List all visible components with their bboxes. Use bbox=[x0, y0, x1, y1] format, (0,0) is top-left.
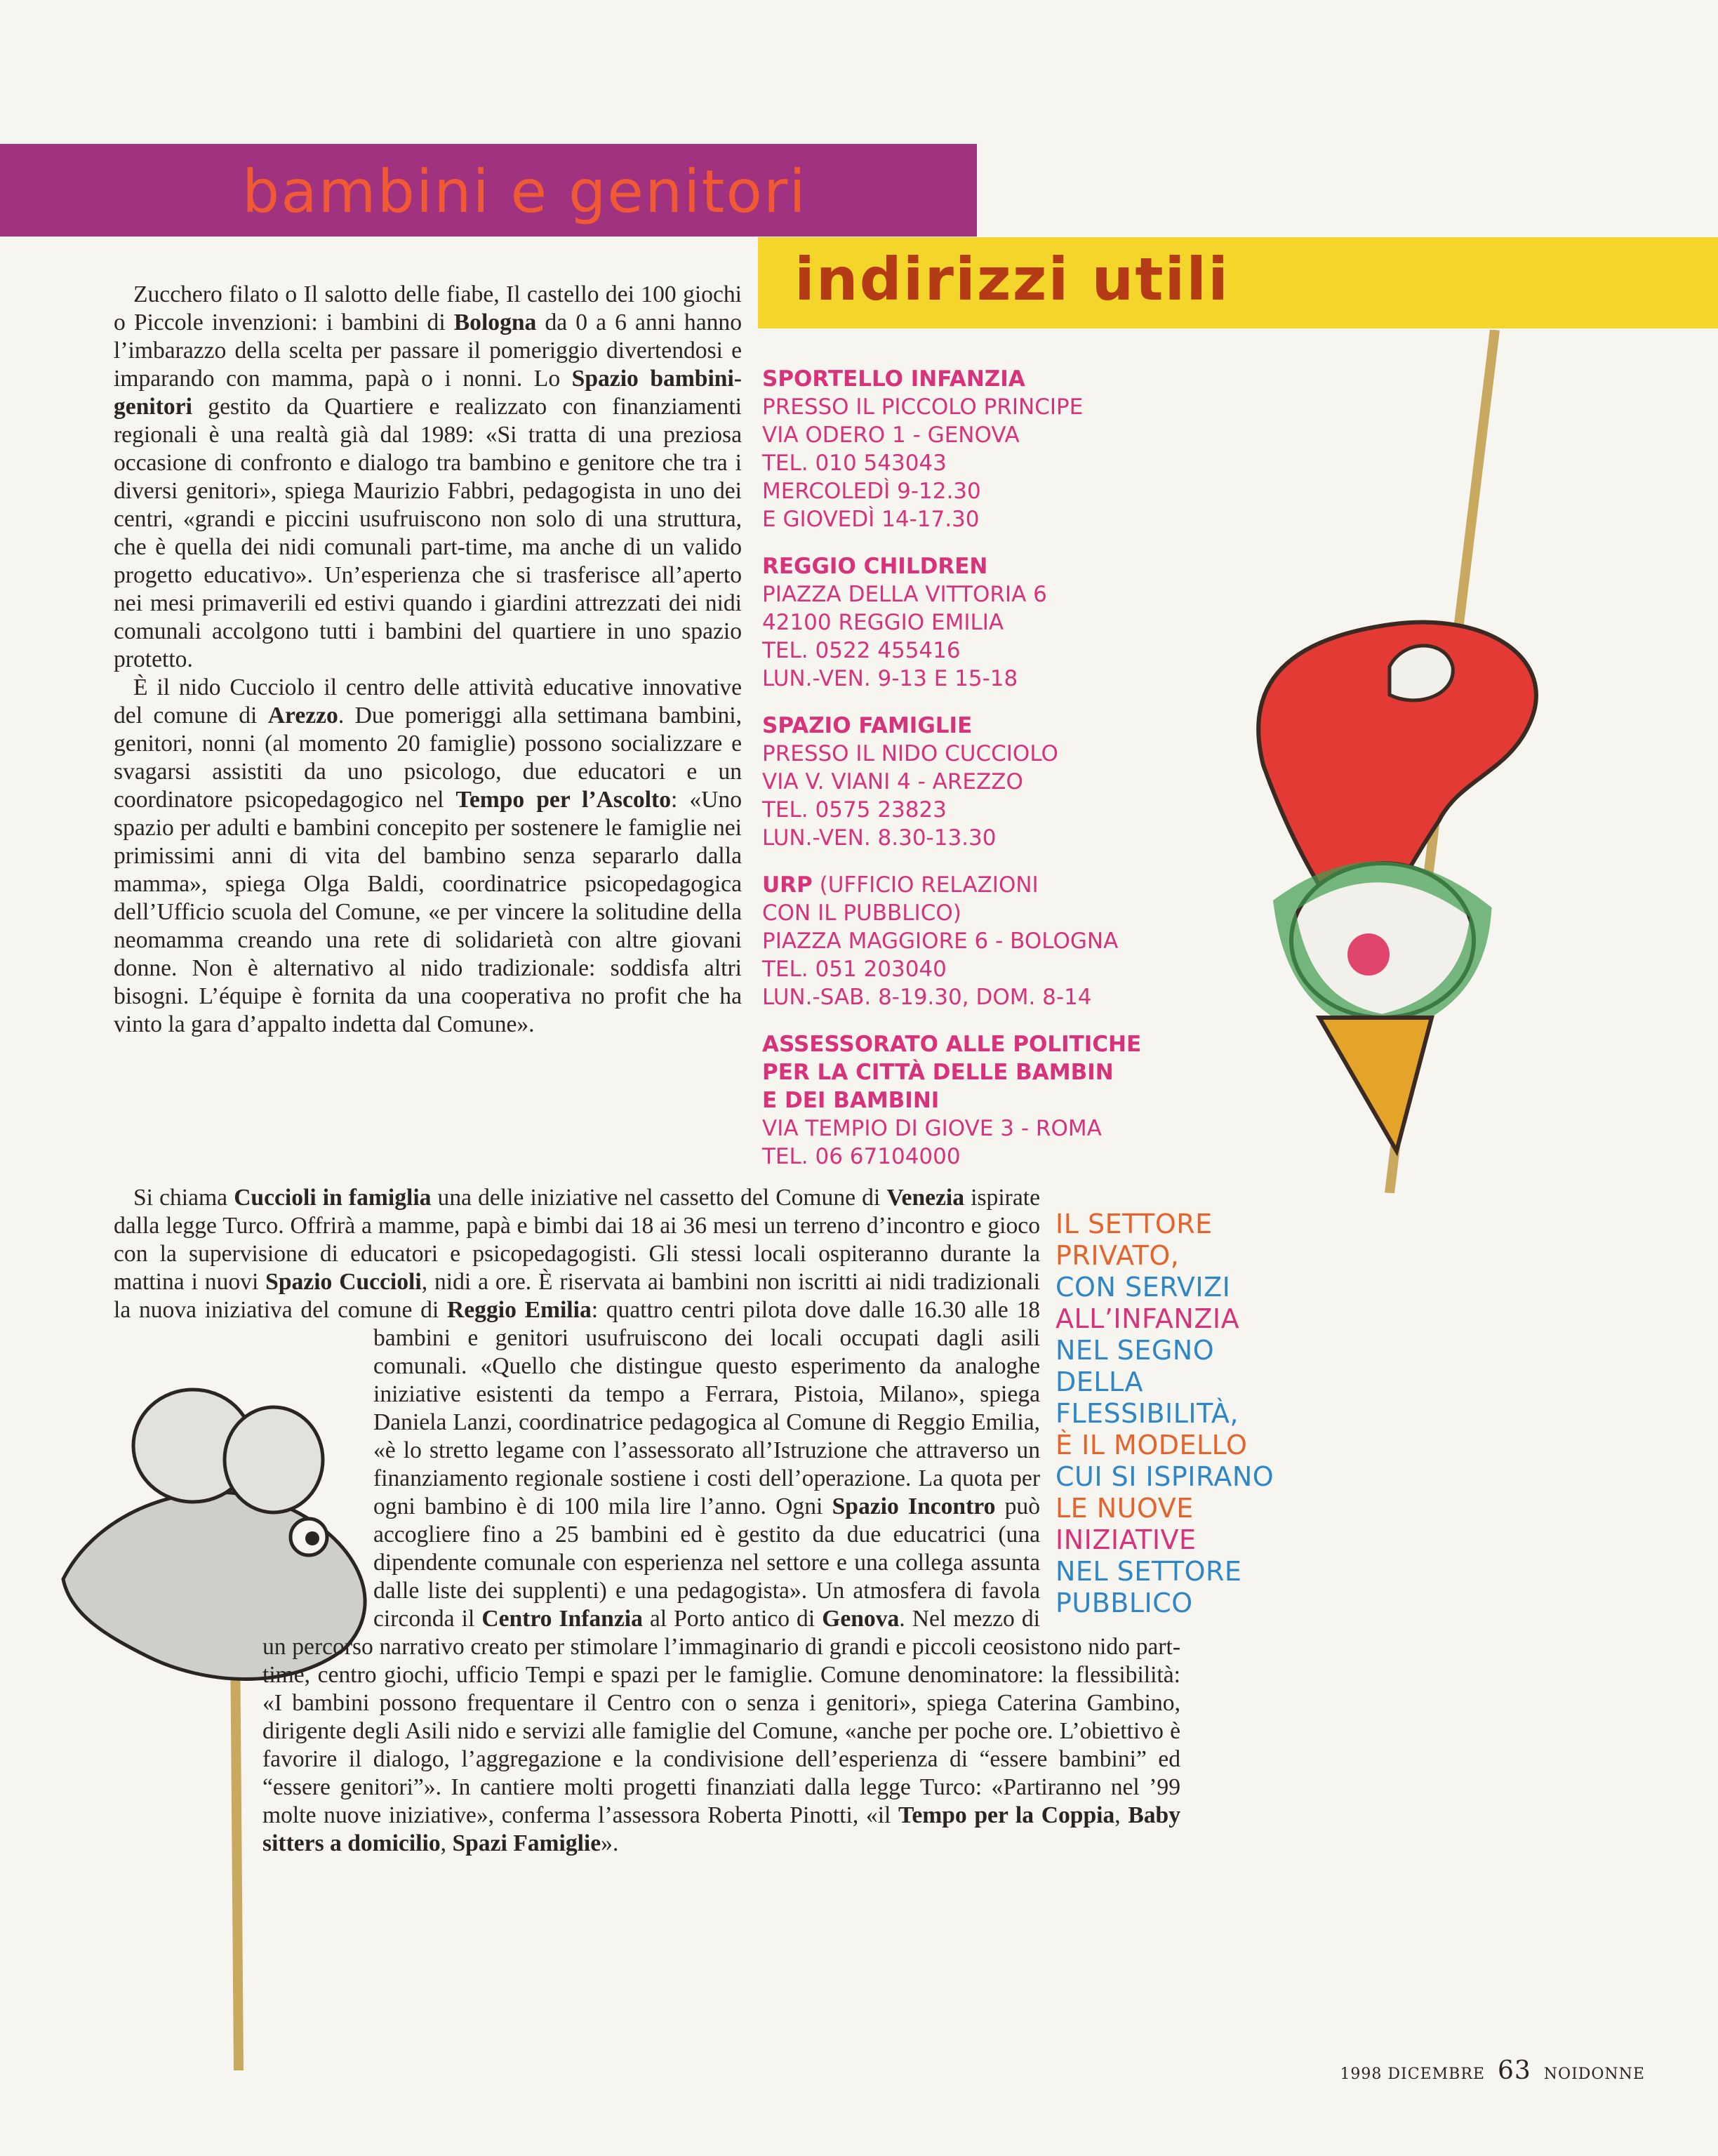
pull-quote-line: PUBBLICO bbox=[1056, 1588, 1193, 1618]
pull-quote-line: CUI SI ISPIRANO bbox=[1056, 1461, 1274, 1492]
pull-quote bbox=[1056, 1209, 1350, 1619]
address-name: PER LA CITTÀ DELLE BAMBIN bbox=[762, 1060, 1114, 1085]
address-name: SPORTELLO INFANZIA bbox=[762, 366, 1025, 392]
address-line: TEL. 0522 455416 bbox=[762, 638, 961, 663]
puppet-hat-icon bbox=[1319, 1018, 1432, 1151]
address-line: TEL. 051 203040 bbox=[762, 957, 947, 982]
address-line: 42100 REGGIO EMILIA bbox=[762, 610, 1004, 635]
address-line: PIAZZA MAGGIORE 6 - BOLOGNA bbox=[762, 929, 1119, 954]
address-block bbox=[762, 712, 1267, 852]
section-header-band bbox=[0, 144, 977, 237]
emphasis-text: Spazi Famiglie bbox=[452, 1830, 601, 1856]
emphasis-text: Reggio Emilia bbox=[447, 1297, 592, 1323]
emphasis-text: Spazio bambini-genitori bbox=[114, 366, 742, 420]
address-line: PRESSO IL NIDO CUCCIOLO bbox=[762, 741, 1058, 766]
pull-quote-line: FLESSIBILITÀ, bbox=[1056, 1398, 1239, 1429]
emphasis-text: Spazio Incontro bbox=[832, 1493, 996, 1519]
pull-quote-line: PRIVATO, bbox=[1056, 1240, 1180, 1271]
mouse-exclusion-stick bbox=[114, 1633, 262, 1928]
pull-quote-line: CON SERVIZI bbox=[1056, 1272, 1231, 1303]
address-line: LUN.-VEN. 8.30-13.30 bbox=[762, 825, 997, 851]
address-line: PIAZZA DELLA VITTORIA 6 bbox=[762, 582, 1047, 607]
address-line: VIA TEMPIO DI GIOVE 3 - ROMA bbox=[762, 1116, 1102, 1141]
emphasis-text: Arezzo bbox=[267, 703, 338, 728]
emphasis-text: Cuccioli in famiglia bbox=[234, 1185, 432, 1211]
addresses-list bbox=[762, 365, 1267, 1190]
page-number: 63 bbox=[1497, 2056, 1531, 2085]
address-line: MERCOLEDÌ 9-12.30 bbox=[762, 479, 981, 504]
pull-quote-line: IL SETTORE bbox=[1056, 1209, 1213, 1239]
addresses-title: indirizzi utili bbox=[794, 245, 1230, 314]
address-name: URP (UFFICIO RELAZIONI bbox=[762, 872, 1039, 898]
address-block bbox=[762, 552, 1267, 693]
pull-quote-line: LE NUOVE bbox=[1056, 1493, 1194, 1524]
pull-quote-line: INIZIATIVE bbox=[1056, 1524, 1197, 1555]
address-line: E GIOVEDÌ 14-17.30 bbox=[762, 507, 980, 532]
page-footer bbox=[1340, 2056, 1645, 2085]
magazine-name: NOIDONNE bbox=[1543, 2065, 1645, 2083]
addresses-header-band bbox=[758, 237, 1718, 328]
emphasis-text: Centro Infanzia bbox=[481, 1606, 643, 1632]
pull-quote-line: NEL SETTORE bbox=[1056, 1556, 1242, 1587]
address-line: TEL. 0575 23823 bbox=[762, 797, 947, 823]
article-paragraph-3-text: Si chiama Cuccioli in famiglia una delle iniziative nel cassetto del Comune di Venezia ispirate dalla legge Turco. Offrirà a mamme, papà e bimbi dai 18 ai 36 mesi un terreno d’incontro e gioco con la supervisione di educatori e psicopedagogisti. Gli stessi locali ospiteranno durante la mattina i nuovi Spazio Cuccioli, nidi a ore. È riservata ai bambini non iscritti ai nidi tradizionali la nuova iniziativa del comune di Reggio Emilia: quattro centri pilota dove dalle 16.30 alle 18 bambini e genitori usufruiscono dei locali occupati dagli asili comunali. «Quello che distingue questo esperimento da analoghe iniziative esistenti da tempo a Ferrara, Pistoia, Milano», spiega Daniela Lanzi, coordinatrice pedagogica al Comune di Reggio Emilia, «è lo stretto legame con l’assessorato all’Istruzione che attraverso un finanziamento regionale sostiene i costi dell’operazione. La quota per ogni bambino è di 100 mila lire l’anno. Ogni Spazio Incontro può accogliere fino a 25 bambini ed è gestito da due educatrici (una dipendente comunale con esperienza nel settore e una collega assunta dalle liste dei supplenti) e una pedagogista». Un atmosfera di favola circonda il Centro Infanzia al Porto antico di Genova. Nel mezzo di un percorso narrativo creato per stimolare l’immaginario di grandi e piccoli ceosistono nido part-time, centro giochi, ufficio Tempi e spazi per le famiglie. Comune denominatore: la flessibilità: «I bambini possono frequentare il Centro con o senza i genitori», spiega Caterina Gambino, dirigente degli Asili nido e servizi alle famiglie del Comune, «anche per poche ore. L’obiettivo è favorire il dialogo, l’aggregazione e la condivisione dell’esperienza di “essere bambini” ed “essere genitori”». In cantiere molti progetti finanziati dalla legge Turco: «Partiranno nel ’99 molte nuove iniziative», conferma l’assessora Roberta Pinotti, «il Tempo per la Coppia, Baby sitters a domicilio, Spazi Famiglie». bbox=[114, 1185, 1180, 1856]
emphasis-text: Genova bbox=[822, 1606, 900, 1632]
address-line: PRESSO IL PICCOLO PRINCIPE bbox=[762, 394, 1084, 420]
mouse-exclusion bbox=[114, 1324, 373, 1633]
pull-quote-line: DELLA bbox=[1056, 1366, 1143, 1397]
article-paragraph-1: Zucchero filato o Il salotto delle fiabe, Il castello dei 100 giochi o Piccole invenzioni: i bambini di Bologna da 0 a 6 anni hanno l’imbarazzo della scelta per passare il pomeriggio divertendosi e imparando con mamma, papà o i nonni. Lo Spazio bambini-genitori gestito da Quartiere e realizzato con finanziamenti regionali è una realtà già dal 1989: «Si tratta di una preziosa occasione di confronto e dialogo tra bambino e genitore che tra i diversi genitori», spiega Maurizio Fabbri, pedagogista in uno dei centri, «grandi e piccini usufruiscono non solo di una struttura, che è quella dei nidi comunali part-time, ma anche di un valido progetto educativo». Un’esperienza che si trasferisce all’aperto nei mesi primaverili ed estivi quando i giardini attrezzati dei nidi comunali accolgono tutti i bambini del quartiere in uno spazio protetto. bbox=[114, 281, 742, 672]
emphasis-text: Venezia bbox=[886, 1185, 965, 1211]
pull-quote-line: ALL’INFANZIA bbox=[1056, 1303, 1240, 1334]
emphasis-text: Spazio Cuccioli bbox=[265, 1269, 422, 1295]
address-line: CON IL PUBBLICO) bbox=[762, 900, 961, 926]
article-paragraph-2: È il nido Cucciolo il centro delle attività educative innovative del comune di Arezzo. Due pomeriggi alla settimana bambini, genitori, nonni (al momento 20 famiglie) possono socializzare e svagarsi assistiti da uno psicologo, due educatori e un coordinatore psicopedagogico nel Tempo per l’Ascolto: «Uno spazio per adulti e bambini concepito per sostenere le famiglie nei primissimi anni di vita del bambino senza separarlo dalla mamma», spiega Olga Baldi, coordinatrice psicopedagogica dell’Ufficio scuola del Comune, «e per vincere la solitudine della neomamma creando una rete di solidarietà con altre giovani donne. Non è alternativo al nido tradizionale: soddisfa altri bisogni. L’équipe è fornita da una cooperativa no profit che ha vinto la gara d’appalto indetta dal Comune». bbox=[114, 674, 743, 1037]
pull-quote-line: È IL MODELLO bbox=[1056, 1430, 1248, 1460]
footer-date: 1998 DICEMBRE bbox=[1340, 2065, 1485, 2083]
article-column-top bbox=[114, 281, 742, 1039]
pull-quote-line: NEL SEGNO bbox=[1056, 1335, 1215, 1366]
address-line: VIA V. VIANI 4 - AREZZO bbox=[762, 769, 1023, 794]
address-name: E DEI BAMBINI bbox=[762, 1088, 940, 1113]
address-line: LUN.-VEN. 9-13 E 15-18 bbox=[762, 666, 1018, 691]
article-column-bottom bbox=[114, 1184, 1180, 2012]
emphasis-text: Bologna bbox=[453, 310, 537, 335]
emphasis-text: Tempo per la Coppia bbox=[898, 1802, 1115, 1828]
puppet-hand-icon bbox=[1390, 646, 1453, 700]
address-name: REGGIO CHILDREN bbox=[762, 554, 988, 579]
address-line: VIA ODERO 1 - GENOVA bbox=[762, 422, 1020, 448]
address-line: TEL. 06 67104000 bbox=[762, 1144, 961, 1169]
address-block bbox=[762, 871, 1267, 1011]
section-title: bambini e genitori bbox=[242, 157, 807, 226]
address-block bbox=[762, 1030, 1267, 1171]
address-line: LUN.-SAB. 8-19.30, DOM. 8-14 bbox=[762, 985, 1092, 1010]
address-line: TEL. 010 543043 bbox=[762, 451, 947, 476]
emphasis-text: Tempo per l’Ascolto bbox=[455, 787, 671, 813]
address-block bbox=[762, 365, 1267, 533]
address-name: ASSESSORATO ALLE POLITICHE bbox=[762, 1032, 1142, 1057]
puppet-nose-icon bbox=[1347, 933, 1390, 976]
emphasis-text: Baby sitters a domicilio bbox=[262, 1802, 1180, 1856]
address-name: SPAZIO FAMIGLIE bbox=[762, 713, 973, 738]
